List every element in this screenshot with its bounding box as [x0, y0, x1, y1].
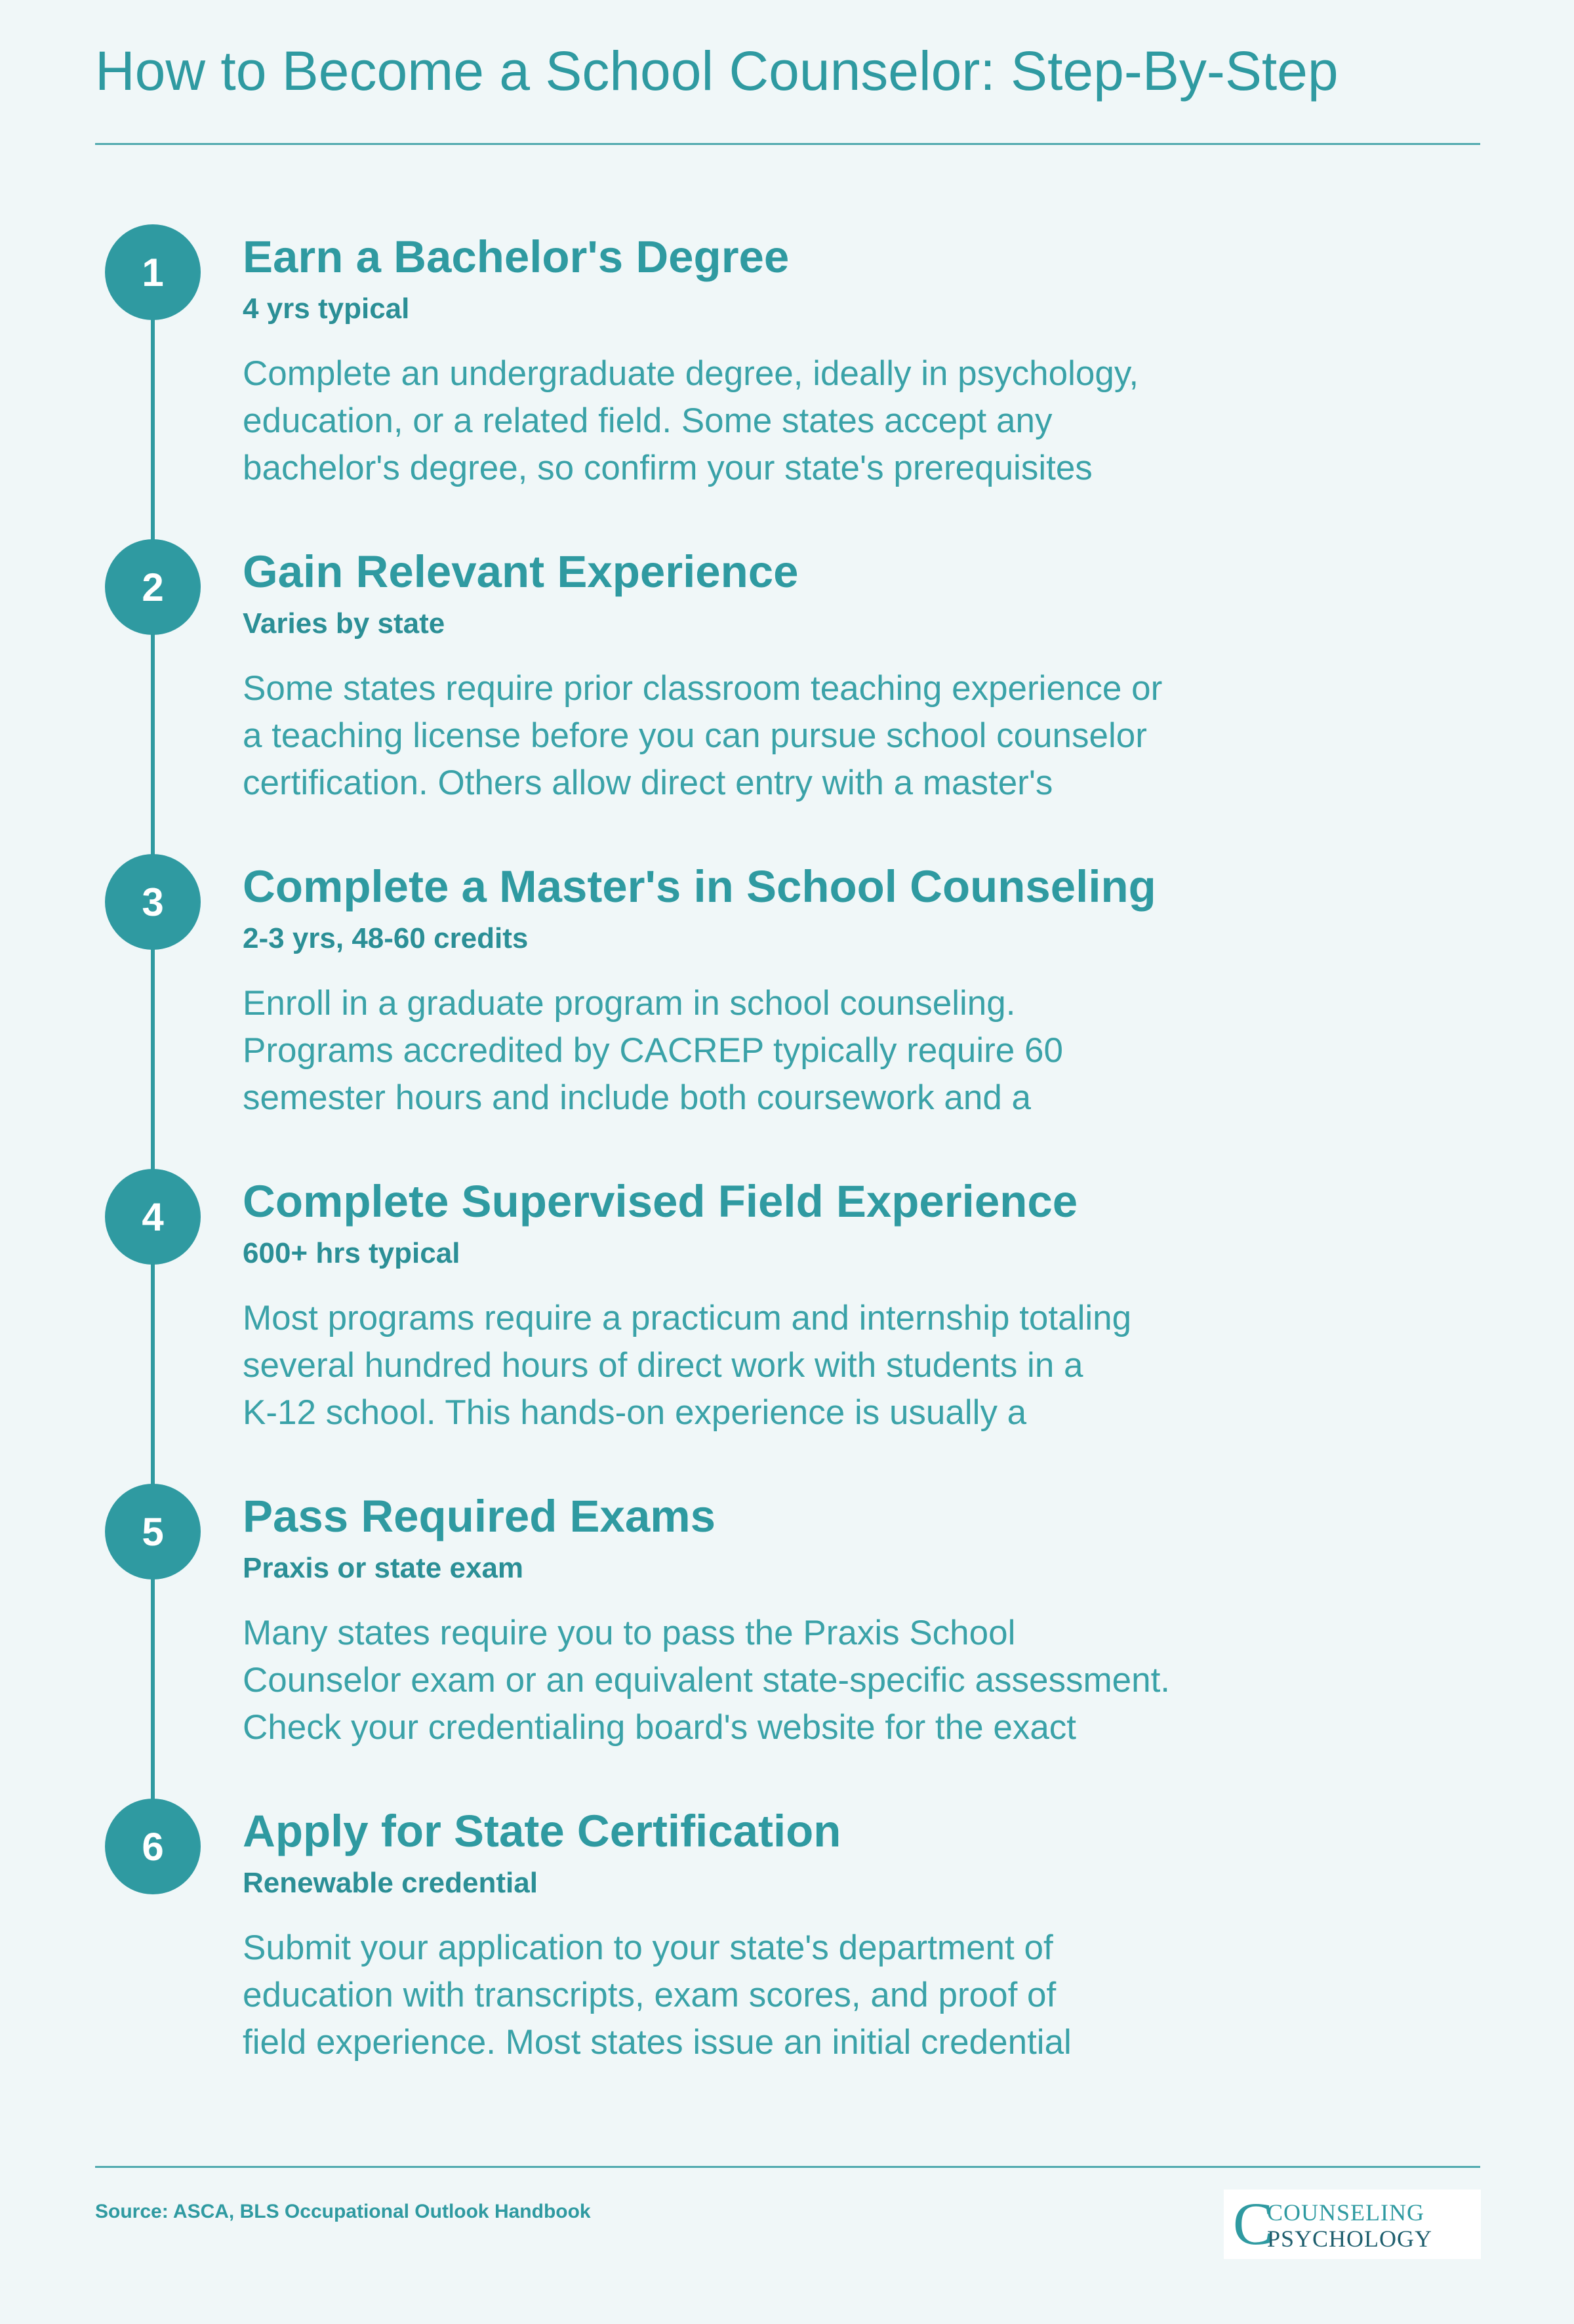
description-line: bachelor's degree, so confirm your state's prerequisites: [243, 449, 1093, 487]
step-title: Complete Supervised Field Experience: [243, 1176, 1078, 1227]
step-description: [243, 980, 1318, 1122]
step-1: [0, 224, 1574, 539]
description-line: education, or a related field. Some states accept any: [243, 401, 1053, 440]
description-line: Programs accredited by CACREP typically require 60: [243, 1031, 1063, 1070]
description-line: K-12 school. This hands-on experience is usually a: [243, 1393, 1027, 1432]
step-6: [0, 1799, 1574, 2113]
step-title: Gain Relevant Experience: [243, 546, 799, 597]
step-title: Earn a Bachelor's Degree: [243, 232, 790, 282]
logo-c-icon: C: [1233, 2190, 1274, 2257]
step-number-badge: 1: [105, 224, 201, 320]
description-line: Many states require you to pass the Praxis School: [243, 1614, 1016, 1652]
step-duration: 2-3 yrs, 48-60 credits: [243, 922, 529, 954]
description-line: Most programs require a practicum and internship totaling: [243, 1299, 1132, 1337]
step-title: Apply for State Certification: [243, 1806, 841, 1856]
step-number-badge: 4: [105, 1169, 201, 1265]
source-note: Source: ASCA, BLS Occupational Outlook Handbook: [95, 2201, 591, 2222]
step-5: [0, 1484, 1574, 1799]
description-line: Check your credentialing board's website for the exact: [243, 1708, 1077, 1747]
description-line: field experience. Most states issue an initial credential: [243, 2023, 1072, 2062]
step-4: [0, 1169, 1574, 1484]
description-line: several hundred hours of direct work with students in a: [243, 1346, 1083, 1385]
description-line: a teaching license before you can pursue school counselor: [243, 716, 1147, 755]
description-line: Complete an undergraduate degree, ideally in psychology,: [243, 354, 1139, 393]
logo-text-line2: PSYCHOLOGY: [1267, 2226, 1433, 2252]
logo-text-line1: COUNSELING: [1267, 2199, 1424, 2226]
step-description: [243, 665, 1318, 807]
page-title: How to Become a School Counselor: Step-By-Step: [95, 40, 1339, 102]
description-line: Some states require prior classroom teaching experience or: [243, 669, 1163, 708]
step-duration: 600+ hrs typical: [243, 1237, 460, 1269]
step-number-badge: 3: [105, 854, 201, 950]
description-line: certification. Others allow direct entry with a master's: [243, 764, 1053, 802]
step-number-badge: 5: [105, 1484, 201, 1580]
step-title: Pass Required Exams: [243, 1491, 716, 1541]
step-description: [243, 1610, 1318, 1751]
footer-divider: [95, 2166, 1480, 2168]
step-duration: 4 yrs typical: [243, 293, 410, 325]
description-line: education with transcripts, exam scores, and proof of: [243, 1976, 1057, 2014]
step-duration: Varies by state: [243, 607, 445, 640]
description-line: Counselor exam or an equivalent state-specific assessment.: [243, 1661, 1171, 1700]
header-divider: [95, 143, 1480, 145]
description-line: Enroll in a graduate program in school counseling.: [243, 984, 1016, 1023]
step-description: [243, 1295, 1318, 1437]
step-3: [0, 854, 1574, 1169]
step-number-badge: 6: [105, 1799, 201, 1894]
step-duration: Renewable credential: [243, 1867, 538, 1899]
description-line: semester hours and include both coursework and a: [243, 1078, 1032, 1117]
step-title: Complete a Master's in School Counseling: [243, 861, 1156, 912]
description-line: Submit your application to your state's department of: [243, 1928, 1053, 1967]
step-number-badge: 2: [105, 539, 201, 635]
brand-logo: [1224, 2190, 1481, 2259]
step-description: [243, 1925, 1318, 2066]
step-duration: Praxis or state exam: [243, 1552, 524, 1584]
step-description: [243, 350, 1318, 492]
step-2: [0, 539, 1574, 854]
